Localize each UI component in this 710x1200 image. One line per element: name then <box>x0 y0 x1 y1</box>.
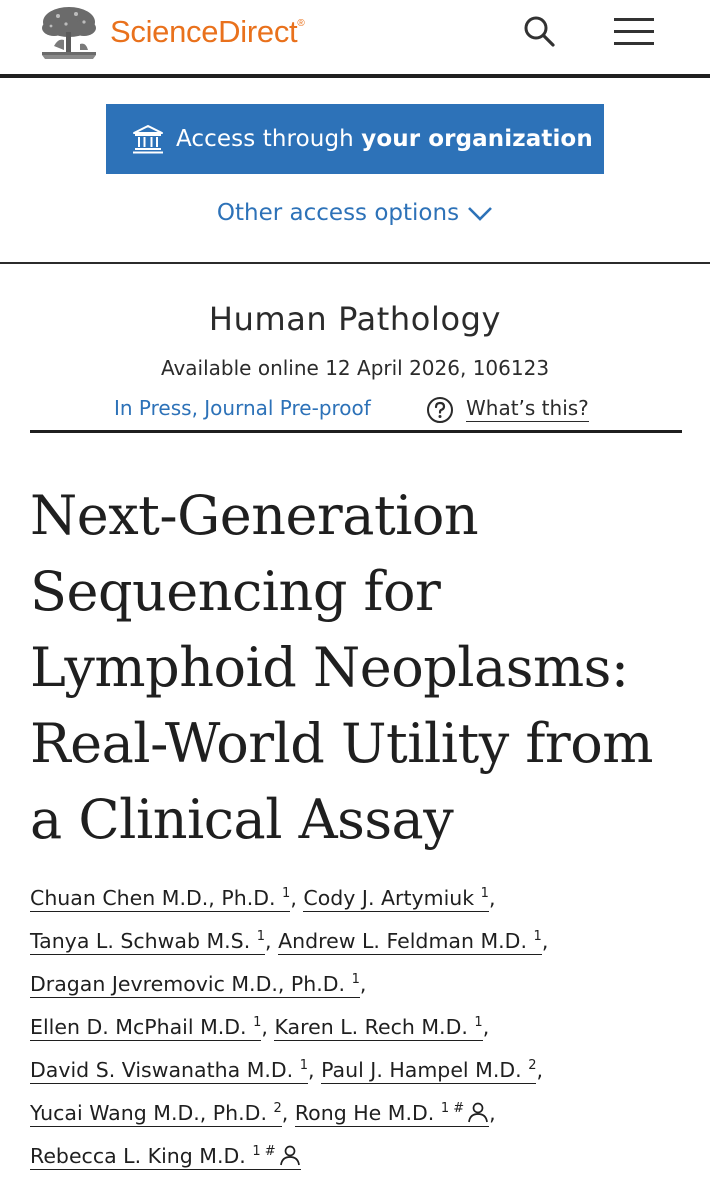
access-button-label: Access through your organization <box>176 126 593 152</box>
author-link[interactable]: Ellen D. McPhail M.D. $^1$ <box>30 1015 262 1039</box>
author-link[interactable]: Yucai Wang M.D., Ph.D. $^2$ <box>30 1101 282 1125</box>
title-line: Sequencing for <box>30 560 441 623</box>
brand-name[interactable]: ScienceDirect® <box>110 14 305 49</box>
header-divider <box>0 74 710 78</box>
author-line <box>30 1015 690 1058</box>
separator: , <box>482 1015 490 1039</box>
separator: , <box>536 1058 543 1082</box>
author-link[interactable]: Tanya L. Schwab M.S. $^1$ <box>30 929 266 953</box>
author-line <box>30 1058 690 1101</box>
person-icon <box>279 1144 301 1166</box>
whats-this-link[interactable]: What’s this? <box>466 396 589 420</box>
title-line: Real-World Utility from <box>30 712 653 775</box>
info-divider <box>30 430 682 433</box>
availability-info: Available online 12 April 2026, 106123 <box>160 356 550 380</box>
separator: , <box>488 886 496 910</box>
author-link[interactable]: Andrew L. Feldman M.D. $^1$ <box>278 929 542 953</box>
author-link[interactable]: Karen L. Rech M.D. $^1$ <box>274 1015 483 1039</box>
author-link[interactable]: Paul J. Hampel M.D. $^2$ <box>321 1058 537 1082</box>
other-access-options-toggle[interactable] <box>0 200 710 226</box>
access-through-organization-button[interactable] <box>106 104 604 174</box>
author-link[interactable]: Rebecca L. King M.D. $^{1 \#}$ <box>30 1144 301 1170</box>
section-divider <box>0 262 710 264</box>
separator: , <box>541 929 549 953</box>
author-link[interactable]: Chuan Chen M.D., Ph.D. $^1$ <box>30 886 291 910</box>
author-line <box>30 972 690 1015</box>
author-link[interactable]: Rong He M.D. $^{1 \#}$ <box>295 1101 489 1127</box>
separator: , <box>489 1101 496 1125</box>
article-title <box>30 478 690 858</box>
author-line <box>30 1144 690 1187</box>
separator: , <box>281 1101 289 1125</box>
article-status-row <box>0 394 710 428</box>
title-line: a Clinical Assay <box>30 788 454 851</box>
separator: , <box>359 972 367 996</box>
author-link[interactable]: Cody J. Artymiuk $^1$ <box>303 886 489 910</box>
author-link[interactable]: David S. Viswanatha M.D. $^1$ <box>30 1058 309 1082</box>
chevron-down-icon <box>467 206 493 222</box>
title-line: Next-Generation <box>30 484 479 547</box>
author-link[interactable]: Dragan Jevremovic M.D., Ph.D. $^1$ <box>30 972 360 996</box>
separator: , <box>261 1015 268 1039</box>
separator: , <box>265 929 272 953</box>
search-icon[interactable] <box>522 14 556 48</box>
author-line <box>30 929 690 972</box>
author-line <box>30 1101 690 1144</box>
author-line <box>30 886 690 929</box>
site-header <box>0 0 710 74</box>
author-list <box>30 886 690 1187</box>
separator: , <box>290 886 297 910</box>
separator: , <box>308 1058 315 1082</box>
other-access-label: Other access options <box>216 200 460 226</box>
institution-icon <box>132 124 164 154</box>
journal-title[interactable]: Human Pathology <box>208 300 502 338</box>
hamburger-menu-icon[interactable] <box>614 18 654 46</box>
help-icon[interactable] <box>426 396 454 424</box>
article-status: In Press, Journal Pre-proof <box>114 396 371 420</box>
title-line: Lymphoid Neoplasms: <box>30 636 629 699</box>
elsevier-tree-logo[interactable] <box>36 4 102 60</box>
person-icon <box>467 1101 489 1123</box>
